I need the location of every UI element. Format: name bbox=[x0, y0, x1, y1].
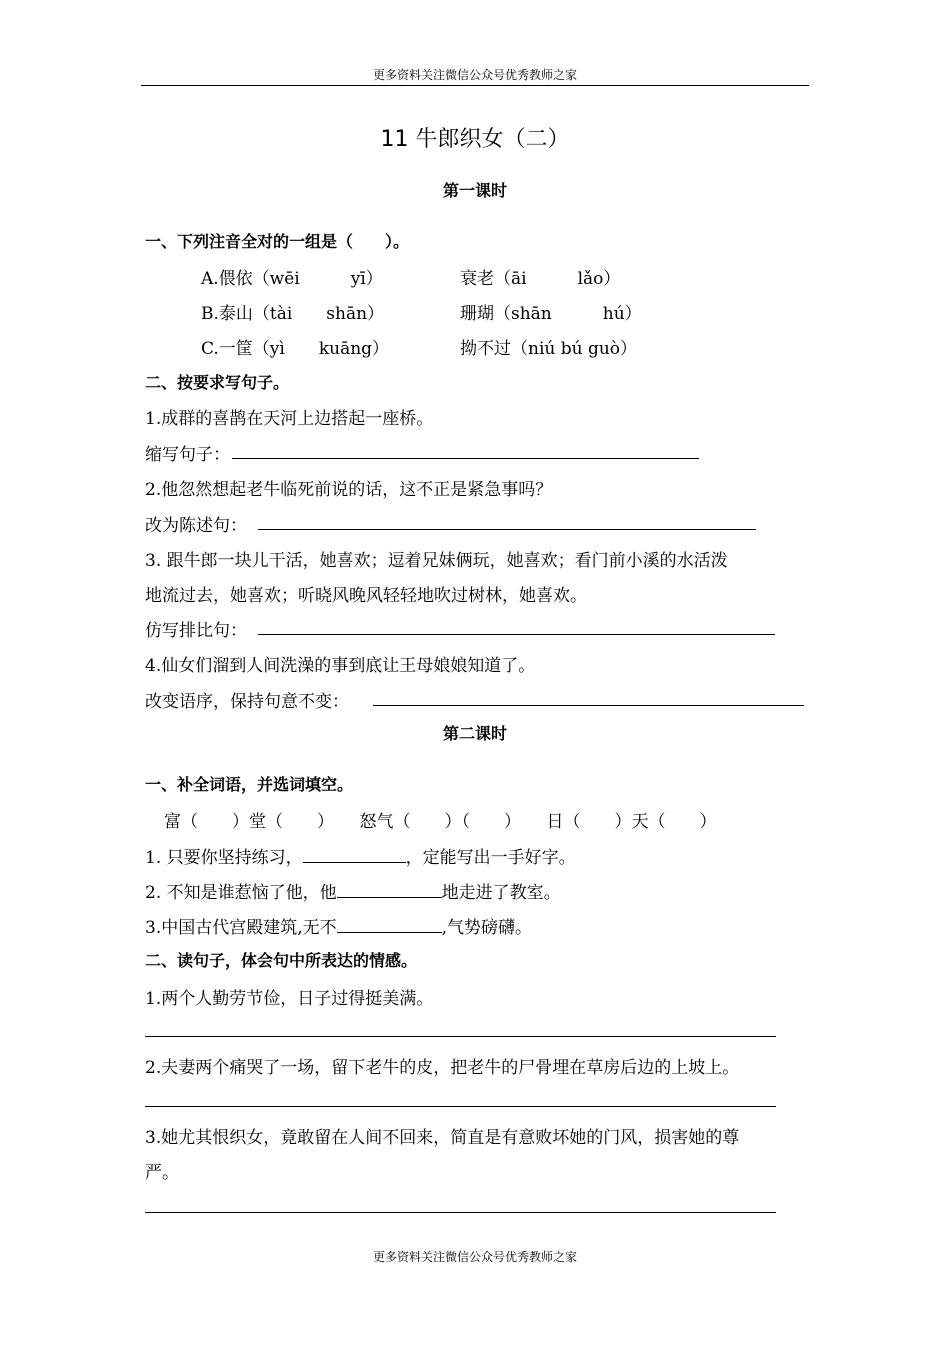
prompt-shorten: 缩写句子： bbox=[145, 445, 230, 465]
page-footer: 更多资料关注微信公众号优秀教师之家 bbox=[372, 1250, 577, 1264]
page-title: 11 牛郎织女（二） bbox=[380, 127, 570, 152]
option-a-right: 衰老（āi lǎo） bbox=[460, 269, 621, 289]
prompt-word-order: 改变语序，保持句意不变： bbox=[145, 692, 349, 712]
word-completion-row: 富（ ）堂（ ） 怒气（ ）（ ） 日（ ）天（ ） bbox=[164, 812, 717, 832]
fill-1-text-a: 1. 只要你坚持练习， bbox=[145, 848, 303, 868]
prompt-declarative: 改为陈述句： bbox=[145, 516, 247, 536]
emotion-sentence-2: 2.夫妻两个痛哭了一场，留下老牛的皮，把老牛的尸骨埋在草房后边的上坡上。 bbox=[145, 1058, 740, 1078]
fill-blank-3[interactable] bbox=[337, 914, 442, 933]
answer-line-parallelism[interactable] bbox=[258, 634, 775, 635]
answer-line-emotion-3[interactable] bbox=[145, 1212, 776, 1213]
lesson1-q2-title: 二、按要求写句子。 bbox=[145, 373, 290, 392]
fill-3-text-a: 3.中国古代宫殿建筑,无不 bbox=[145, 918, 337, 938]
answer-line-emotion-1[interactable] bbox=[145, 1036, 776, 1037]
sentence-3-line1: 3. 跟牛郎一块儿干活，她喜欢；逗着兄妹俩玩，她喜欢；看门前小溪的水活泼 bbox=[145, 551, 728, 571]
fill-1-text-b: ，定能写出一手好字。 bbox=[405, 848, 576, 868]
answer-line-shorten[interactable] bbox=[232, 458, 699, 459]
sentence-4: 4.仙女们溜到人间洗澡的事到底让王母娘娘知道了。 bbox=[145, 656, 536, 676]
fill-blank-1[interactable] bbox=[303, 844, 406, 863]
emotion-sentence-1: 1.两个人勤劳节俭，日子过得挺美满。 bbox=[145, 989, 434, 1009]
fill-2-text-a: 2. 不知是谁惹恼了他，他 bbox=[145, 883, 337, 903]
option-b-left: B.泰山（tài shān） bbox=[201, 304, 385, 324]
answer-line-word-order[interactable] bbox=[373, 705, 804, 706]
option-c-left: C.一筐（yì kuāng） bbox=[201, 339, 390, 359]
sentence-3-line2: 地流过去，她喜欢；听晓风晚风轻轻地吹过树林，她喜欢。 bbox=[145, 586, 587, 606]
fill-2-text-b: 地走进了教室。 bbox=[441, 883, 561, 903]
option-a-left: A.偎依（wēi yī） bbox=[201, 269, 383, 289]
fill-sentence-3 bbox=[145, 913, 532, 938]
emotion-sentence-3-line1: 3.她尤其恨织女，竟敢留在人间不回来，简直是有意败坏她的门风，损害她的尊 bbox=[145, 1128, 740, 1148]
sentence-1: 1.成群的喜鹊在天河上边搭起一座桥。 bbox=[145, 409, 434, 429]
fill-blank-2[interactable] bbox=[337, 879, 442, 898]
lesson1-q1-title: 一、下列注音全对的一组是（ ）。 bbox=[145, 232, 410, 251]
lesson1-heading: 第一课时 bbox=[442, 181, 507, 200]
fill-sentence-1 bbox=[145, 843, 576, 868]
fill-3-text-b: ,气势磅礴。 bbox=[441, 918, 533, 938]
prompt-parallelism: 仿写排比句： bbox=[145, 621, 247, 641]
answer-line-emotion-2[interactable] bbox=[145, 1106, 776, 1107]
fill-sentence-2 bbox=[145, 878, 561, 903]
lesson2-heading: 第二课时 bbox=[442, 724, 507, 743]
answer-line-declarative[interactable] bbox=[258, 529, 756, 530]
lesson2-q1-title: 一、补全词语，并选词填空。 bbox=[145, 775, 354, 794]
option-c-right: 拗不过（niú bú guò） bbox=[460, 339, 638, 359]
sentence-2: 2.他忽然想起老牛临死前说的话，这不正是紧急事吗？ bbox=[145, 480, 553, 500]
lesson2-q2-title: 二、读句子，体会句中所表达的情感。 bbox=[145, 951, 418, 970]
option-b-right: 珊瑚（shān hú） bbox=[460, 304, 642, 324]
header-rule bbox=[141, 85, 809, 86]
emotion-sentence-3-line2: 严。 bbox=[145, 1163, 179, 1183]
page-header: 更多资料关注微信公众号优秀教师之家 bbox=[372, 68, 577, 82]
